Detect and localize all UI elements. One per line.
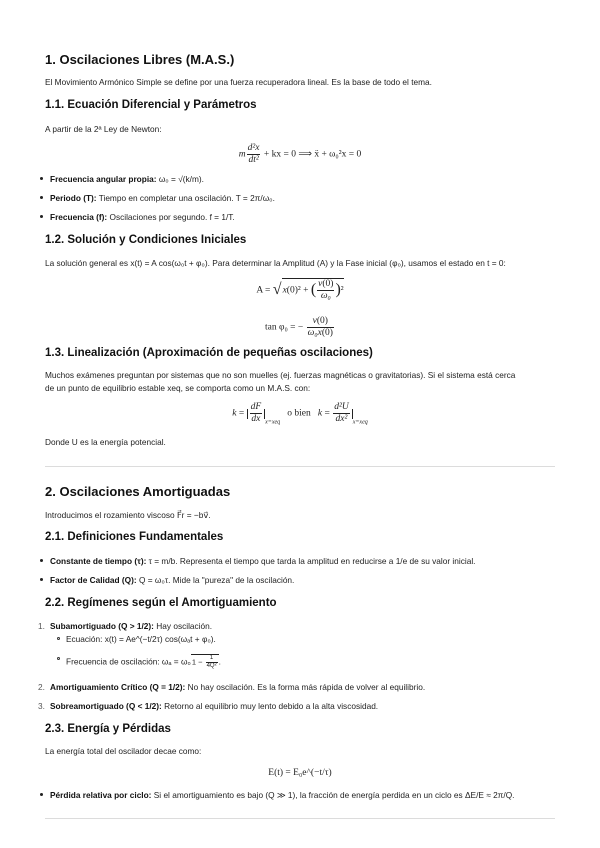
bullet-icon: [40, 793, 43, 796]
subsection-1-2-title: 1.2. Solución y Condiciones Iniciales: [45, 234, 247, 246]
section-1-intro: El Movimiento Armónico Simple se define por una fuerza recuperadora lineal. Es la base de todo el tema.: [45, 77, 432, 87]
subsection-1-3-text-1: Muchos exámenes preguntan por sistemas que no son muelles (ej. fuerzas magnéticas o gravitatorias). Si el sistema está cerca: [45, 370, 516, 380]
list-item: Frecuencia angular propia: ω₀ = √(k/m).: [50, 174, 204, 185]
list-item: Frecuencia (f): Oscilaciones por segundo. f = 1/T.: [50, 212, 235, 223]
subsection-2-2-title: 2.2. Regímenes según el Amortiguamiento: [45, 597, 277, 609]
bullet-icon: [40, 578, 43, 581]
newton-equation-tail: + kx = 0 ⟹ ẍ + ω₀²x = 0: [263, 149, 362, 160]
list-item: 1. Subamortiguado (Q > 1/2): Hay oscilación.: [38, 621, 213, 631]
list-item: Frecuencia de oscilación: ωₐ = ω₀1 − $\frac{1}{\text{4Q²}}$ .: [66, 654, 221, 670]
subsection-1-1-title: 1.1. Ecuación Diferencial y Parámetros: [45, 99, 257, 111]
list-item: Pérdida relativa por ciclo: Si el amortiguamiento es bajo (Q ≫ 1), la fracción de energía perdida en un ciclo es ΔE/E ≈ 2π/Q.: [50, 790, 514, 801]
amplitude-lhs: A =: [256, 285, 271, 296]
subsection-2-3-intro: La energía total del oscilador decae como:: [45, 746, 202, 756]
section-divider: [45, 818, 555, 819]
subsection-2-3-title: 2.3. Energía y Pérdidas: [45, 723, 171, 735]
subsection-1-3-note: Donde U es la energía potencial.: [45, 437, 166, 447]
list-item: Periodo (T): Tiempo en completar una oscilación. T = 2π/ω₀.: [50, 193, 275, 204]
list-item: Ecuación: x(t) = Ae^(−t/2τ) cos(ωₐt + φ₀).: [66, 634, 216, 645]
subsection-1-3-text-2: de un punto de equilibrio estable xeq, se comporta como un M.A.S. con:: [45, 383, 311, 393]
amplitude-equation: A = √x(0)² + ( $\frac{v(0)}{\text{ω₀}}$ )²: [256, 279, 344, 301]
list-item: 2. Amortiguamiento Crítico (Q = 1/2): No hay oscilación. Es la forma más rápida de volver al equilibrio.: [38, 682, 426, 692]
energy-equation: E(t) = E₀e^(−t/τ): [268, 768, 332, 778]
bullet-icon: [40, 196, 43, 199]
bullet-icon: [40, 177, 43, 180]
section-2-intro: Introducimos el rozamiento viscoso F⃗r = −bv⃗.: [45, 510, 211, 520]
subsection-1-1-intro: A partir de la 2ª Ley de Newton:: [45, 124, 162, 134]
section-1-title: 1. Oscilaciones Libres (M.A.S.): [45, 52, 235, 67]
bullet-icon: [40, 215, 43, 218]
linearization-equation: k = $\frac{dF}{dx}$ $_{x=xeq}$ o bien k = $\frac{\text{d²U}}{\text{dx²}}$ $_{x=xeq}$: [232, 402, 368, 426]
subsection-2-1-title: 2.1. Definiciones Fundamentales: [45, 531, 224, 543]
section-divider: [45, 466, 555, 467]
subsection-1-3-title: 1.3. Linealización (Aproximación de pequeñas oscilaciones): [45, 347, 373, 359]
list-item: 3. Sobreamortiguado (Q < 1/2): Retorno al equilibrio muy lento debido a la alta viscosidad.: [38, 701, 379, 711]
phase-equation: tan φ₀ = − $\frac{v(0)}{\text{ω₀x(0)}}$: [265, 316, 333, 338]
phase-lhs: tan φ₀ = −: [265, 322, 304, 333]
section-2-title: 2. Oscilaciones Amortiguadas: [45, 484, 231, 499]
subsection-1-2-intro: La solución general es x(t) = A cos(ω₀t + φ₀). Para determinar la Amplitud (A) y la Fase inicial (φ₀), usamos el estado en t = 0:: [45, 258, 506, 268]
bullet-icon: [40, 559, 43, 562]
or-text: o bien: [287, 408, 311, 419]
list-item: Factor de Calidad (Q): Q = ω₀τ. Mide la "pureza" de la oscilación.: [50, 575, 294, 586]
list-item: Constante de tiempo (τ): τ = m/b. Representa el tiempo que tarda la amplitud en reducirse a 1/e de su valor inicial.: [50, 556, 475, 567]
bullet-icon: [57, 637, 60, 640]
newton-equation: m $\frac{\text{d²x}}{\text{dt²}}$ + kx = 0 ⟹ ẍ + ω₀²x = 0: [238, 143, 362, 165]
bullet-icon: [57, 657, 60, 660]
